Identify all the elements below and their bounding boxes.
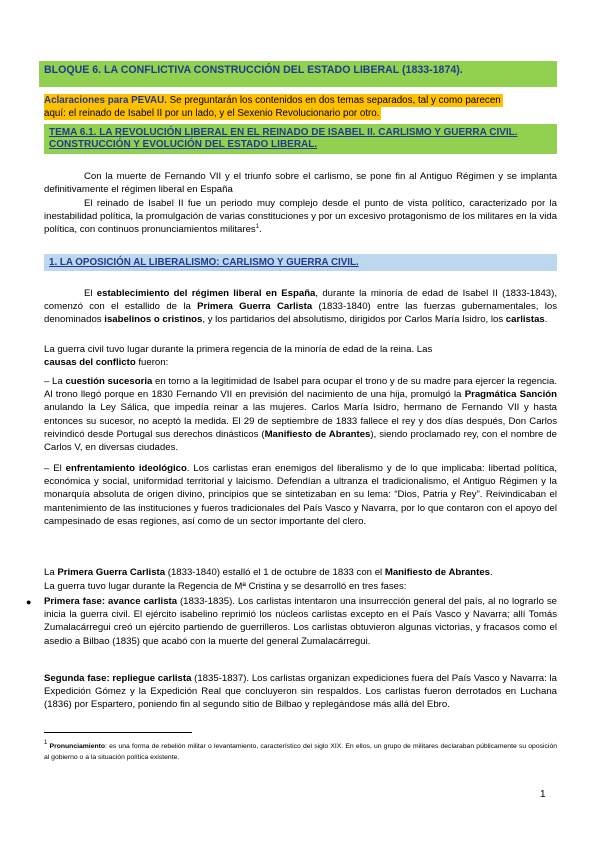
causes-rest: fueron: [135, 357, 169, 368]
cause1-text-c: en torno a la legitimidad de Isabel para ocupar el trono y de su madre para ejercer la regencia. Al trono llegó porque en 1830 Fernando VII en previsión del nacimiento de una hija, promulgó la [44, 376, 557, 401]
pevau-note-label: Aclaraciones para PEVAU. [44, 95, 167, 106]
estab-bold-1: establecimiento del régimen liberal en España [96, 288, 316, 299]
cause2-text-a: – El [44, 463, 66, 474]
cause2-bold-1: enfrentamiento ideológico [65, 463, 187, 474]
establishment-paragraph [44, 287, 557, 327]
intro-paragraph-1: Con la muerte de Fernando VII y el triunfo sobre el carlismo, se pone fin al Antiguo Régimen y se implanta definitivamente el régimen liberal en España [44, 171, 557, 196]
phase2-text: (1835-1837). Los carlistas organizan expediciones fuera del País Vasco y Navarra: la Expedición Gómez y la Expedición Real que concluyeron sin respaldos. Los carlistas fueron derrotados en Luchana (1836) por Espartero, poniendo fin al segundo sitio de Bilbao y replegándose más allá del Ebro. [44, 673, 557, 711]
topic-title [49, 127, 554, 152]
first-war-bold-2: Manifiesto de Abrantes [384, 567, 491, 578]
footnote-number: 1 [44, 740, 48, 746]
first-war-text-a: La [44, 567, 58, 578]
cause1-text-e: ), siendo proclamado rey, con el nombre de Carlos V, en diversas ciudades. [44, 428, 557, 454]
block-title: BLOQUE 6. LA CONFLICTIVA CONSTRUCCIÓN DEL ESTADO LIBERAL (1833-1874). [44, 64, 463, 76]
first-war-line [44, 566, 557, 579]
page-number: 1 [540, 789, 546, 800]
topic-title-line-2: CONSTRUCCIÓN Y EVOLUCIÓN DEL ESTADO LIBERAL. [49, 139, 318, 151]
phase1-label: Primera fase: avance carlista [44, 596, 178, 607]
estab-bold-4: carlistas [505, 314, 545, 326]
topic-title-line-1: TEMA 6.1. LA REVOLUCIÓN LIBERAL EN EL REINADO DE ISABEL II. CARLISMO Y GUERRA CIVIL. [49, 127, 518, 138]
phase-1 [44, 595, 557, 648]
causes-label: causas del conflicto [44, 357, 136, 368]
first-war-text-c: (1833-1840) estalló el 1 de octubre de 1833 con el [165, 567, 385, 578]
estab-text-d: (1833-1840) entre las fuerzas gubernamentales, los denominados [44, 301, 557, 326]
section-title: 1. LA OPOSICIÓN AL LIBERALISMO: CARLISMO Y GUERRA CIVIL. [49, 257, 359, 268]
pevau-note-line-2: aquí: el reinado de Isabel II por un lado, y el Sexenio Revolucionario por otro. [44, 108, 380, 119]
footnote-text: : es una forma de rebelión militar o levantamiento, característico del siglo XIX. En ellos, un grupo de militares declaraban públicamente su oposición al gobierno o a la situación política existente. [44, 743, 557, 761]
war-phases-intro: La guerra tuvo lugar durante la Regencia de Mª Cristina y se desarrolló en tres fases: [44, 581, 407, 592]
cause1-text-a: – La [44, 376, 66, 387]
phase1-text: (1833-1835). Los carlistas intentaron una insurrección general del país, al no lograrlo se inicia la guerra civil. El ejército isabelino reprimió los núcleos carlistas excepto en el País Vasco y Navarra; allí Tomás Zumalacárregui creó un ejército partiendo de guerrilleros. Los carlistas obtuvieron algunas victorias, y fracasos como el asedio a Bilbao (1835) que acabó con la muerte del general Zumalacárregui. [44, 596, 557, 647]
intro-paragraph-2 [44, 197, 557, 237]
cause1-bold-3: Manifiesto de Abrantes [264, 428, 371, 440]
estab-text-a: El [84, 288, 97, 299]
bullet-icon: ● [26, 597, 32, 607]
pevau-note-line-1 [44, 94, 503, 107]
cause1-bold-1: cuestión sucesoria [65, 376, 153, 387]
intro-paragraph-2-text: El reinado de Isabel II fue un periodo muy complejo desde el punto de vista político, caracterizado por la inestabilidad política, la promulgación de varias constituciones y por un excesivo protagonismo de los militares en la vida política, con continuos pronunciamientos militares [44, 198, 558, 236]
causes-heading [44, 356, 557, 369]
first-war-bold-1: Primera Guerra Carlista [57, 567, 166, 578]
phase2-label: Segunda fase: repliegue carlista [44, 673, 192, 684]
estab-bold-2: Primera Guerra Carlista [197, 301, 313, 313]
estab-bold-3: isabelinos o cristinos [104, 314, 203, 326]
cause2-text-c: . Los carlistas eran enemigos del liberalismo y de lo que implicaba: libertad política, económica y social, uniformidad territorial y laicismo. Defendían a ultranza el tradicionalismo, el Antiguo Régimen y la monarquía absoluta de origen divino, principios que se sintetizaban en su lema: “Dios, Patria y Rey”. Reivindicaban el mantenimiento de las instituciones y fueros tradicionales del País Vasco y Navarra, por lo que contaron con el apoyo del campesinado de esas regiones, así como de un sector importante del clero. [44, 463, 557, 527]
intro-paragraph-2-end: . [259, 224, 262, 236]
estab-text-c: , durante la minoría de edad de Isabel II (1833-1843), comenzó con el estallido de la [44, 288, 557, 313]
estab-text-e: , y los partidarios del absolutismo, dirigidos por Carlos María Isidro, los [202, 314, 506, 326]
civil-war-line: La guerra civil tuvo lugar durante la primera regencia de la minoría de edad de la reina. Las [44, 344, 433, 355]
footnote-ref[interactable]: 1 [255, 224, 260, 231]
estab-text-f: . [544, 314, 548, 326]
cause1-text-d: anulando la Ley Sálica, que impedía reinar a las mujeres. Carlos María Isidro, hermano de Fernando VII y hasta entonces su sucesor, no aceptó la medida. El 29 de septiembre de 1833 fallece el rey y dos días después, Don Carlos reivindicó desde Portugal sus derechos dinásticos ( [44, 402, 557, 440]
cause-succession [44, 375, 557, 454]
cause1-bold-2: Pragmática Sanción [464, 389, 557, 401]
footnote [44, 741, 557, 763]
pevau-note-text-1: Se preguntarán los contenidos en dos temas separados, tal y como parecen [166, 95, 501, 106]
first-war-text-d: . [490, 567, 493, 578]
footnote-divider [44, 732, 192, 733]
footnote-term: Pronunciamiento [49, 743, 106, 750]
phase-2 [44, 672, 557, 712]
cause-ideological [44, 462, 557, 528]
